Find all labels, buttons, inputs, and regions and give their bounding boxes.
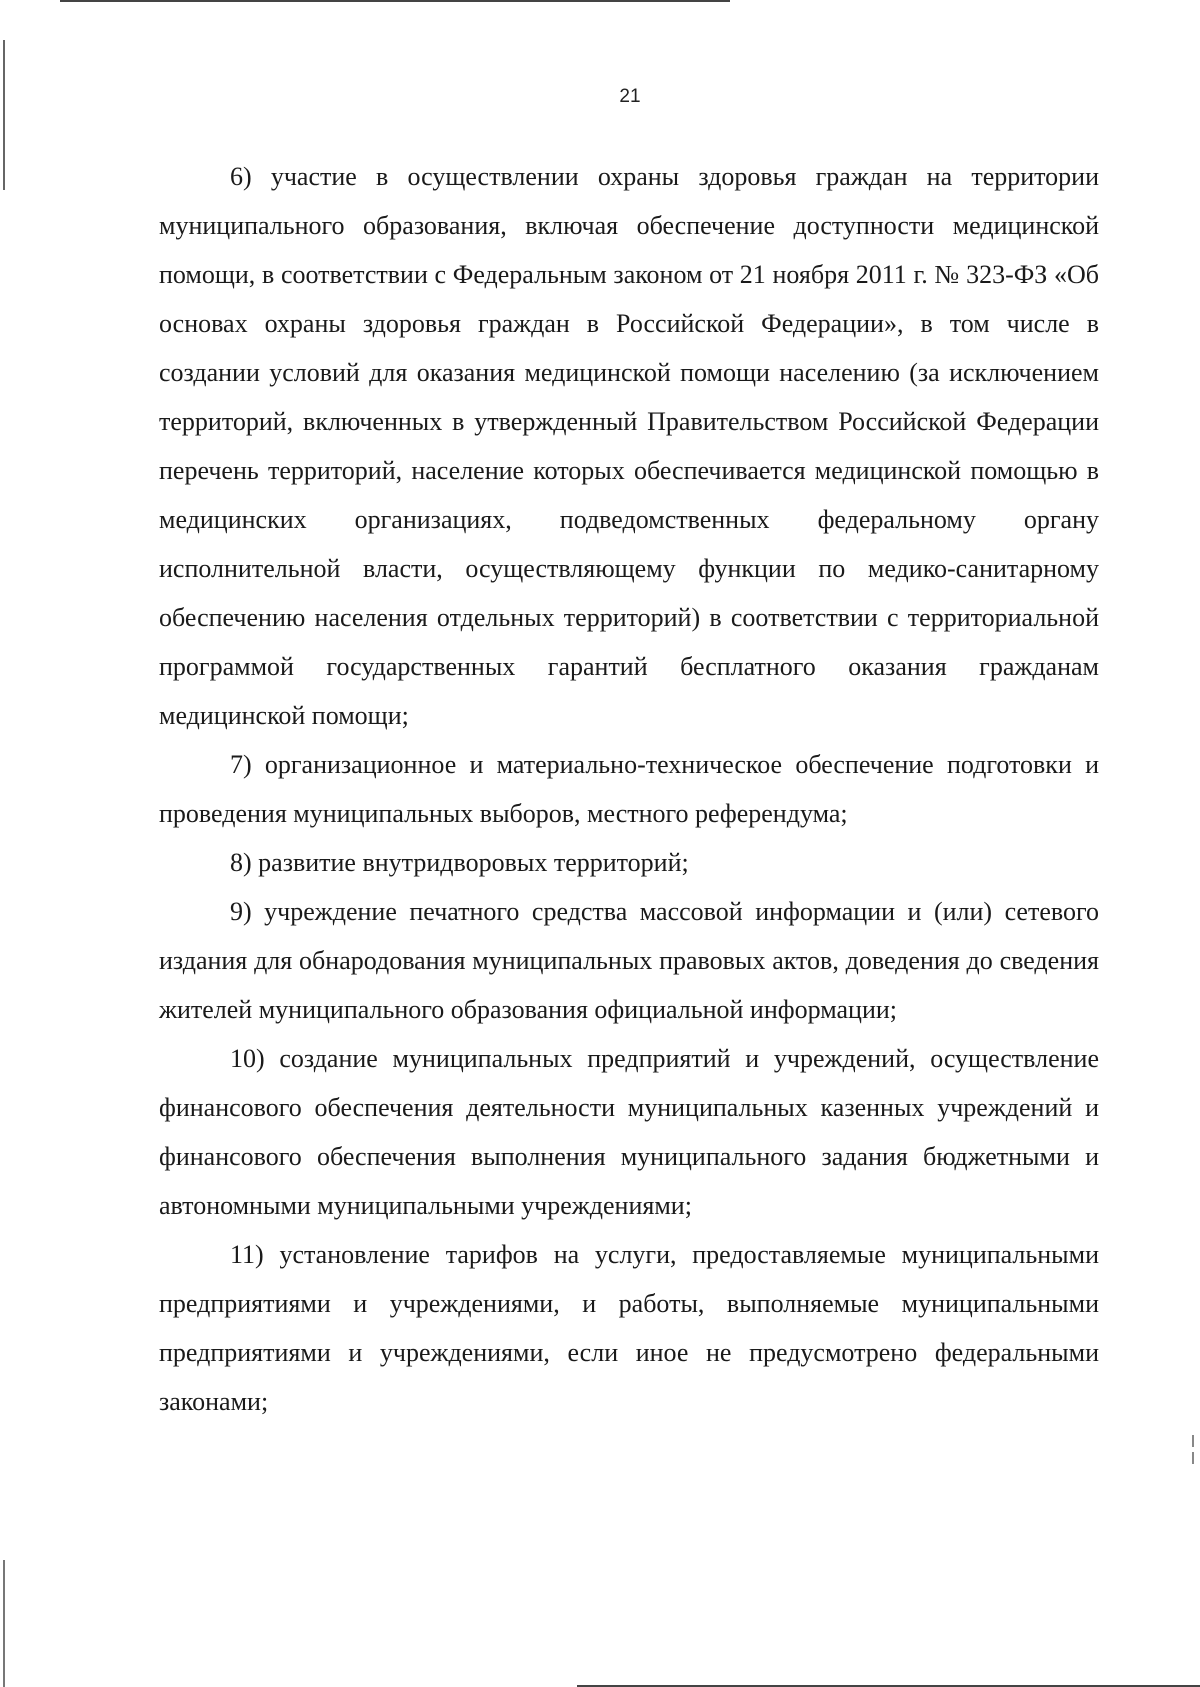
paragraph-item-9: 9) учреждение печатного средства массовой информации и (или) сетевого издания для обнародования муниципальных правовых актов, доведения до сведения жителей муниципального образования официальной информации;: [159, 897, 1099, 1024]
scan-left-edge: [3, 40, 5, 190]
scan-top-edge: [60, 0, 730, 2]
paragraph-item-8: 8) развитие внутридворовых территорий;: [230, 848, 689, 877]
paragraph-item-10: 10) создание муниципальных предприятий и учреждений, осуществление финансового обеспечения деятельности муниципальных казенных учреждений и финансового обеспечения выполнения муниципального задания бюджетными и автономными муниципальными учреждениями;: [159, 1044, 1099, 1220]
scan-left-bottom-edge: [3, 1560, 5, 1687]
paragraph-item-7: 7) организационное и материально-техническое обеспечение подготовки и проведения муниципальных выборов, местного референдума;: [159, 750, 1099, 828]
scan-right-mark: [1192, 1452, 1194, 1464]
paragraph-item-11: 11) установление тарифов на услуги, предоставляемые муниципальными предприятиями и учреждениями, и работы, выполняемые муниципальными предприятиями и учреждениями, если иное не предусмотрено федеральными законами;: [159, 1240, 1099, 1416]
paragraph-item-6: 6) участие в осуществлении охраны здоровья граждан на территории муниципального образования, включая обеспечение доступности медицинской помощи, в соответствии с Федеральным законом от 21 ноября 2011 г. № 323-ФЗ «Об основах охраны здоровья граждан в Российской Федерации», в том числе в создании условий для оказания медицинской помощи населению (за исключением территорий, включенных в утвержденный Правительством Российской Федерации перечень территорий, население которых обеспечивается медицинской помощью в медицинских организациях, подведомственных федеральному органу исполнительной власти, осуществляющему функции по медико-санитарному обеспечению населения отдельных территорий) в соответствии с территориальной программой государственных гарантий бесплатного оказания гражданам медицинской помощи;: [159, 162, 1099, 730]
page-number: 21: [619, 86, 641, 107]
scan-right-mark: [1192, 1435, 1194, 1447]
document-body: [159, 152, 1099, 1426]
